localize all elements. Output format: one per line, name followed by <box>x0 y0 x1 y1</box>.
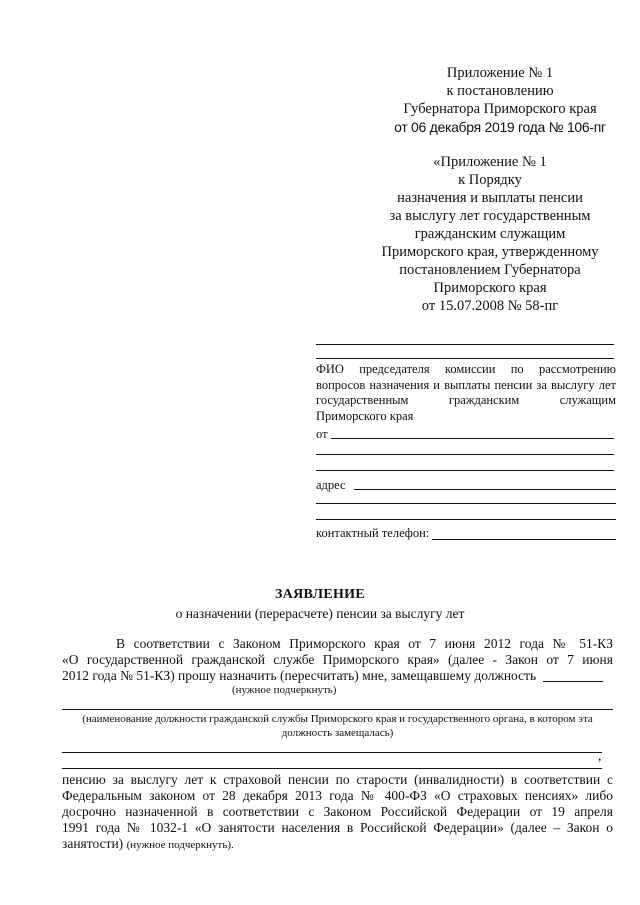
fio-caption <box>316 362 616 424</box>
document-title: ЗАЯВЛЕНИЕ <box>274 587 365 602</box>
address-field-line[interactable] <box>316 519 616 520</box>
paragraph-line: В соответствии с Законом Приморского края от 7 июня 2012 года № 51-КЗ <box>116 636 613 651</box>
appendix-title: Приложение № 1 <box>446 65 554 81</box>
address-label: адрес <box>316 478 346 492</box>
procedure-line: гражданским служащим <box>414 226 566 242</box>
position-name-field-line[interactable] <box>62 768 602 769</box>
address-field-line[interactable] <box>316 503 616 504</box>
from-field-line[interactable] <box>316 470 614 471</box>
fio-caption-line: Приморского края <box>316 408 414 423</box>
fio-caption-line: ФИО председателя комиссии по рассмотрению <box>316 362 616 376</box>
position-caption-line: должность замещалась) <box>281 727 394 739</box>
paragraph-line: 2012 года № 51-КЗ) прошу назначить (пересчитать) мне, замещавшему должность <box>62 668 537 683</box>
fio-caption-line: государственным гражданским служащим <box>316 393 616 407</box>
procedure-title: «Приложение № 1 <box>433 154 547 170</box>
paragraph-line: Федеральным законом от 28 декабря 2013 года № 400-ФЗ «О страховых пенсиях» либо <box>62 788 613 803</box>
phone-field[interactable] <box>432 539 616 540</box>
fio-blank-line[interactable] <box>316 358 614 359</box>
from-field[interactable] <box>331 438 614 439</box>
position-field[interactable] <box>543 681 603 682</box>
paragraph-line: пенсию за выслугу лет к страховой пенсии по старости (инвалидности) в соответствии с <box>62 772 613 787</box>
from-label: от <box>316 427 328 441</box>
position-name-field-line[interactable] <box>62 752 602 753</box>
procedure-line: Приморского края <box>433 280 547 296</box>
appendix-date: от 06 декабря 2019 года № 106-пг <box>394 119 606 135</box>
underline-note: (нужное подчеркнуть). <box>126 839 234 851</box>
from-field-line[interactable] <box>316 454 614 455</box>
paragraph-line: 1991 года № 1032-1 «О занятости населения в Российской Федерации» (далее – Закон о <box>62 820 613 835</box>
procedure-line: за выслугу лет государственным <box>389 208 591 224</box>
paragraph-text: занятости) <box>62 836 124 851</box>
fio-caption-line: вопросов назначения и выплаты пенсии за выслугу лет <box>316 377 616 392</box>
procedure-line: назначения и выплаты пенсии <box>397 190 583 206</box>
position-caption-line: (наименование должности гражданской службы Приморского края и государственного органа, в котором эта <box>82 713 593 725</box>
appendix-header <box>370 64 630 136</box>
procedure-date: от 15.07.2008 № 58-пг <box>421 298 559 314</box>
comma: , <box>598 748 602 763</box>
phone-label: контактный телефон: <box>316 526 430 540</box>
underline-note: (нужное подчеркнуть) <box>232 684 337 696</box>
address-field[interactable] <box>354 489 616 490</box>
position-caption <box>62 712 613 740</box>
position-name-field[interactable] <box>62 709 613 710</box>
procedure-line: постановлением Губернатора <box>399 262 581 278</box>
appendix-ref: к постановлению <box>446 83 554 99</box>
paragraph-line: досрочно назначенной в соответствии с Законом Российской Федерации от 19 апреля <box>62 804 613 819</box>
fio-blank-line[interactable] <box>316 344 614 345</box>
paragraph-line <box>62 836 234 853</box>
procedure-line: к Порядку <box>458 172 522 188</box>
appendix-authority: Губернатора Приморского края <box>403 101 597 117</box>
procedure-header <box>355 153 625 315</box>
procedure-line: Приморского края, утвержденному <box>381 244 599 260</box>
document-subtitle: о назначении (перерасчете) пенсии за выслугу лет <box>175 606 465 621</box>
paragraph-line: «О государственной гражданской службе Приморского края» (далее - Закон от 7 июня <box>62 652 613 667</box>
